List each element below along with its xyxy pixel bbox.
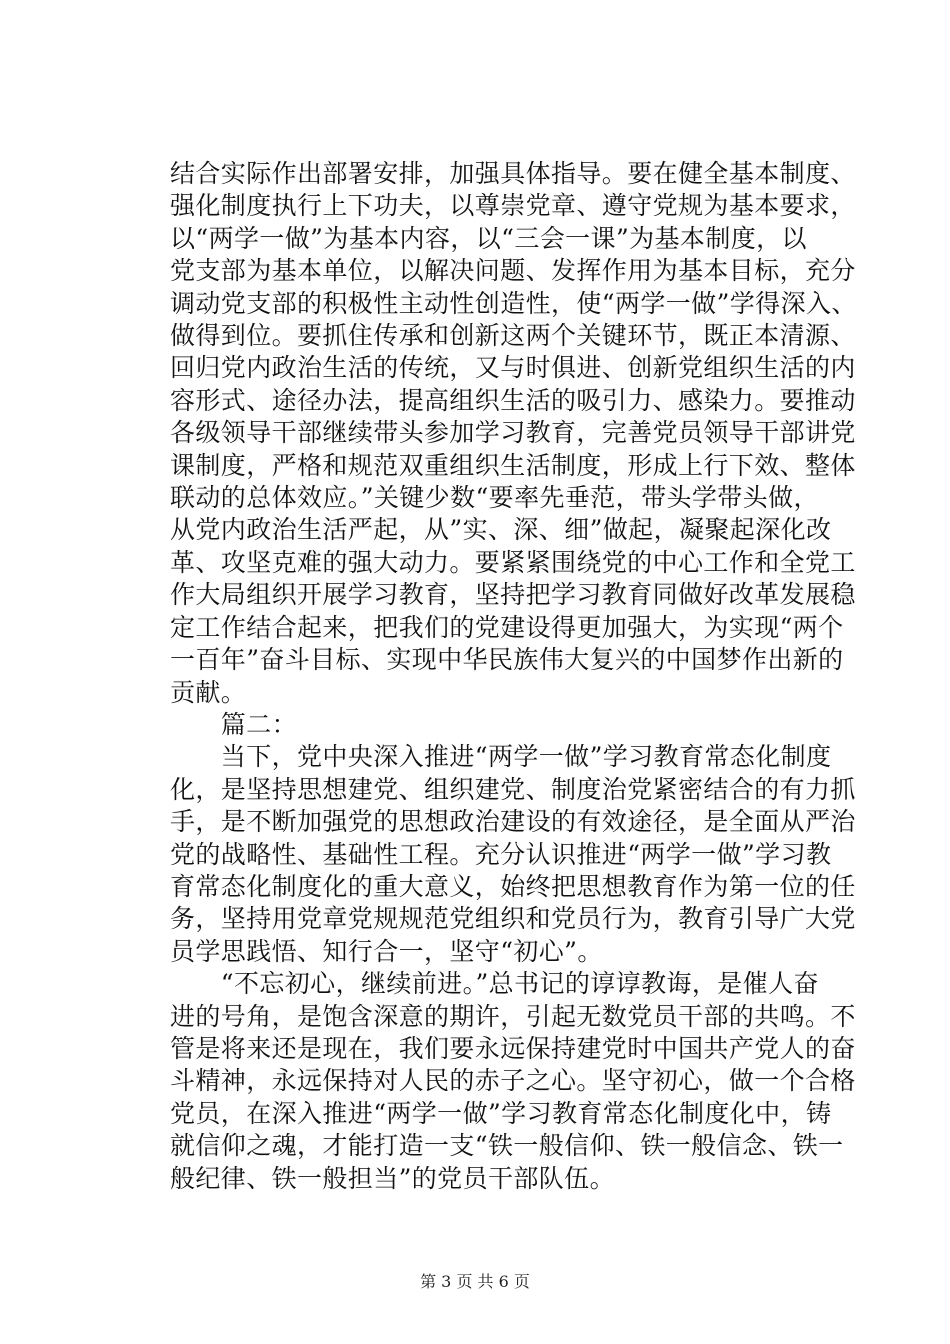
text-line: “不忘初心，继续前进。”总书记的谆谆教诲，是催人奋 <box>170 969 819 999</box>
text-line: 务，坚持用党章党规规范党组织和党员行为，教育引导广大党 <box>170 904 856 934</box>
text-line: 各级领导干部继续带头参加学习教育，完善党员领导干部讲党 <box>170 418 856 448</box>
text-line: 一百年”奋斗目标、实现中华民族伟大复兴的中国梦作出新的 <box>170 645 844 675</box>
text-line: 从党内政治生活严起，从”实、深、细”做起，凝聚起深化改 <box>170 515 832 545</box>
text-line: 定工作结合起来，把我们的党建设得更加强大，为实现“两个 <box>170 612 844 642</box>
text-line: 联动的总体效应。”关键少数“要率先垂范，带头学带头做， <box>170 483 819 513</box>
text-line: 强化制度执行上下功夫，以尊崇党章、遵守党规为基本要求， <box>170 191 856 221</box>
text-line: 回归党内政治生活的传统，又与时俱进、创新党组织生活的内 <box>170 353 856 383</box>
text-line: 党的战略性、基础性工程。充分认识推进“两学一做”学习教 <box>170 839 832 869</box>
text-line: 党员，在深入推进“两学一做”学习教育常态化制度化中，铸 <box>170 1098 832 1128</box>
text-line: 手，是不断加强党的思想政治建设的有效途径，是全面从严治 <box>170 807 856 837</box>
text-line: 般纪律、铁一般担当”的党员干部队伍。 <box>170 1163 615 1193</box>
text-line: 进的号角，是饱含深意的期许，引起无数党员干部的共鸣。不 <box>170 1001 856 1031</box>
text-line: 革、攻坚克难的强大动力。要紧紧围绕党的中心工作和全党工 <box>170 547 856 577</box>
section-heading: 篇二： <box>170 709 298 739</box>
text-line: 育常态化制度化的重大意义，始终把思想教育作为第一位的任 <box>170 871 856 901</box>
text-line: 当下，党中央深入推进“两学一做”学习教育常态化制度 <box>170 742 832 772</box>
text-line: 容形式、途径办法，提高组织生活的吸引力、感染力。要推动 <box>170 385 856 415</box>
text-line: 党支部为基本单位，以解决问题、发挥作用为基本目标，充分 <box>170 256 856 286</box>
text-line: 员学思践悟、知行合一，坚守“初心”。 <box>170 936 603 966</box>
page-number-footer: 第 3 页 共 6 页 <box>420 1272 530 1291</box>
text-line: 管是将来还是现在，我们要永远保持建党时中国共产党人的奋 <box>170 1033 856 1063</box>
text-line: 斗精神，永远保持对人民的赤子之心。坚守初心，做一个合格 <box>170 1066 856 1096</box>
text-line: 课制度，严格和规范双重组织生活制度，形成上行下效、整体 <box>170 450 856 480</box>
text-line: 就信仰之魂，才能打造一支“铁一般信仰、铁一般信念、铁一 <box>170 1131 844 1161</box>
text-line: 调动党支部的积极性主动性创造性，使“两学一做”学得深入、 <box>170 288 857 318</box>
document-body <box>170 158 870 1195</box>
text-line: 以“两学一做”为基本内容，以“三会一课”为基本制度，以 <box>170 223 807 253</box>
text-line: 做得到位。要抓住传承和创新这两个关键环节，既正本清源、 <box>170 321 856 351</box>
text-line: 作大局组织开展学习教育，坚持把学习教育同做好改革发展稳 <box>170 580 856 610</box>
text-line: 化，是坚持思想建党、组织建党、制度治党紧密结合的有力抓 <box>170 774 856 804</box>
text-line: 贡献。 <box>170 677 247 707</box>
text-line: 结合实际作出部署安排，加强具体指导。要在健全基本制度、 <box>170 159 856 188</box>
